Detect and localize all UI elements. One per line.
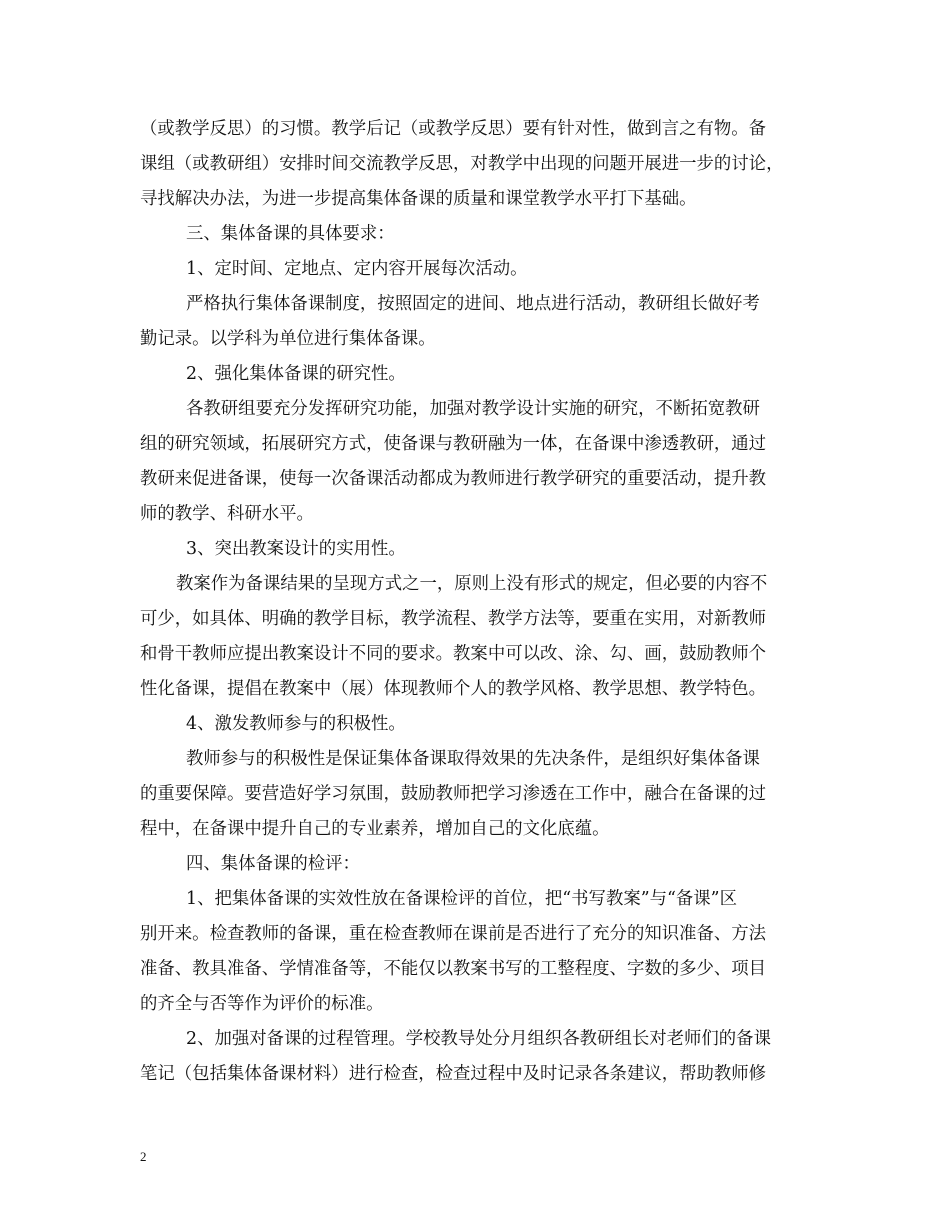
subsection-heading: 3、突出教案设计的实用性。 — [186, 539, 406, 559]
text-line: 的齐全与否等作为评价的标准。 — [140, 994, 384, 1014]
text-line: 勤记录。以学科为单位进行集体备课。 — [140, 329, 436, 349]
text-line: 程中，在备课中提升自己的专业素养，增加自己的文化底蕴。 — [140, 819, 610, 839]
text-line: 可少，如具体、明确的教学目标，教学流程、教学方法等，要重在实用，对新教师 — [140, 609, 767, 629]
text-line: 笔记（包括集体备课材料）进行检查，检查过程中及时记录各条建议，帮助教师修 — [140, 1064, 767, 1084]
text-line: 的重要保障。要营造好学习氛围，鼓励教师把学习渗透在工作中，融合在备课的过 — [140, 784, 767, 804]
text-line: 教研来促进备课，使每一次备课活动都成为教师进行教学研究的重要活动，提升教 — [140, 469, 767, 489]
text-line: 1、把集体备课的实效性放在备课检评的首位，把“书写教案”与“备课”区 — [186, 889, 737, 909]
subsection-heading: 2、强化集体备课的研究性。 — [186, 364, 406, 384]
text-line: 师的教学、科研水平。 — [140, 504, 314, 524]
text-line: 和骨干教师应提出教案设计不同的要求。教案中可以改、涂、勾、画，鼓励教师个 — [140, 644, 767, 664]
text-line: 2、加强对备课的过程管理。学校教导处分月组织各教研组长对老师们的备课 — [186, 1029, 771, 1049]
page-number: 2 — [140, 1149, 147, 1164]
text-line: 组的研究领域，拓展研究方式，使备课与教研融为一体，在备课中渗透教研，通过 — [140, 434, 767, 454]
text-line: 各教研组要充分发挥研究功能，加强对教学设计实施的研究，不断拓宽教研 — [186, 399, 760, 419]
section-heading: 三、集体备课的具体要求： — [186, 224, 395, 244]
subsection-heading: 4、激发教师参与的积极性。 — [186, 714, 406, 734]
text-line: （或教学反思）的习惯。教学后记（或教学反思）要有针对性，做到言之有物。备 — [140, 119, 767, 139]
text-line: 别开来。检查教师的备课，重在检查教师在课前是否进行了充分的知识准备、方法 — [140, 924, 767, 944]
text-line: 教案作为备课结果的呈现方式之一，原则上没有形式的规定，但必要的内容不 — [176, 574, 768, 594]
text-line: 严格执行集体备课制度，按照固定的进间、地点进行活动，教研组长做好考 — [186, 294, 760, 314]
text-line: 教师参与的积极性是保证集体备课取得效果的先决条件，是组织好集体备课 — [186, 749, 760, 769]
text-line: 准备、教具准备、学情准备等，不能仅以教案书写的工整程度、字数的多少、项目 — [140, 959, 767, 979]
subsection-heading: 1、定时间、定地点、定内容开展每次活动。 — [186, 259, 528, 279]
text-line: 课组（或教研组）安排时间交流教学反思，对教学中出现的问题开展进一步的讨论， — [140, 154, 784, 174]
section-heading: 四、集体备课的检评： — [186, 854, 360, 874]
text-line: 寻找解决办法，为进一步提高集体备课的质量和课堂教学水平打下基础。 — [140, 189, 697, 209]
text-line: 性化备课，提倡在教案中（展）体现教师个人的教学风格、教学思想、教学特色。 — [140, 679, 767, 699]
